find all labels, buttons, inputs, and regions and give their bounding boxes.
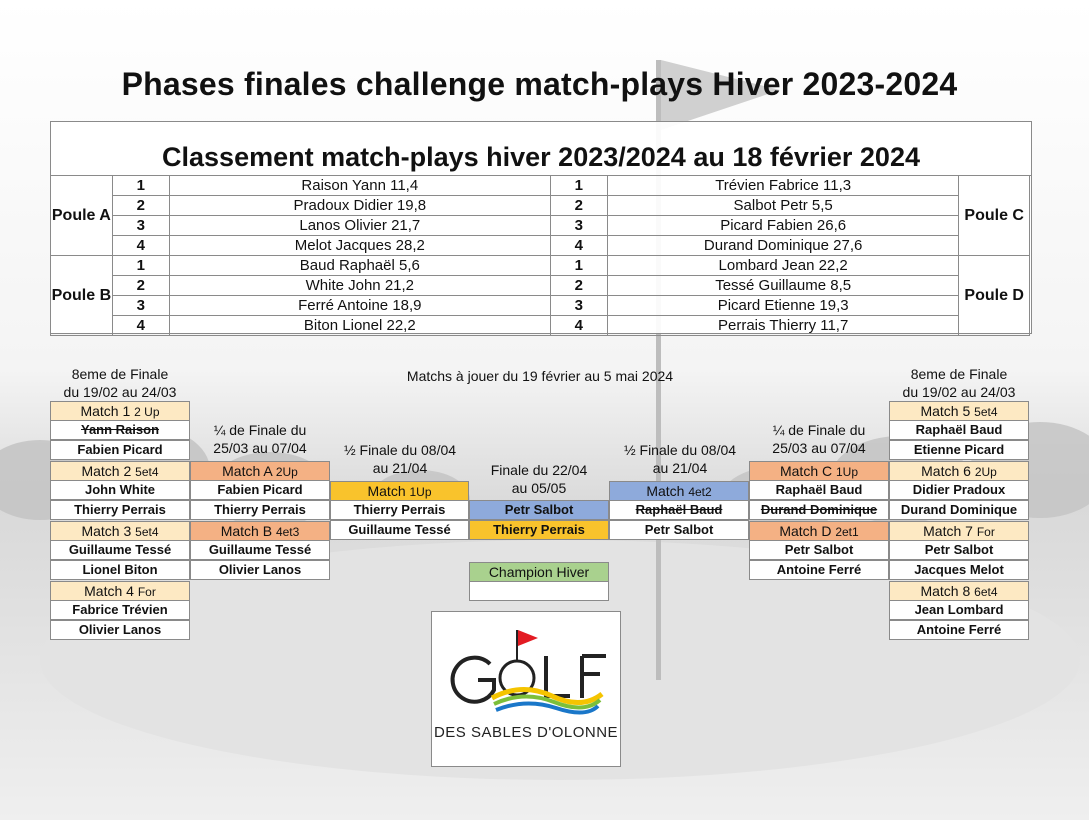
match-2-player-1: John White <box>50 480 190 500</box>
match-4-player-1: Fabrice Trévien <box>50 600 190 620</box>
match-2-player-2: Thierry Perrais <box>50 500 190 520</box>
match-1-header: Match 1 2 Up <box>50 401 190 421</box>
rank-number: 2 <box>112 196 169 216</box>
semi-right-player-1: Raphaël Baud <box>609 500 749 520</box>
ranking-title: Classement match-plays hiver 2023/2024 au 18 février 2024 <box>51 122 1031 176</box>
match-4-header: Match 4 For <box>50 581 190 601</box>
rank-number: 4 <box>112 236 169 256</box>
rank-number: 2 <box>112 276 169 296</box>
player-entry: White John 21,2 <box>169 276 550 296</box>
match-6-header: Match 6 2Up <box>889 461 1029 481</box>
player-entry: Trévien Fabrice 11,3 <box>607 176 958 196</box>
player-entry: Salbot Petr 5,5 <box>607 196 958 216</box>
player-entry: Biton Lionel 22,2 <box>169 316 550 336</box>
rank-number: 3 <box>550 216 607 236</box>
match-a-header: Match A 2Up <box>190 461 330 481</box>
match-1-player-2: Fabien Picard <box>50 440 190 460</box>
ranking-row <box>51 216 1030 236</box>
semi-right-player-2: Petr Salbot <box>609 520 749 540</box>
pool-c-label: Poule C <box>959 176 1030 256</box>
player-entry: Lombard Jean 22,2 <box>607 256 958 276</box>
pool-d-label: Poule D <box>959 256 1030 336</box>
player-entry: Raison Yann 11,4 <box>169 176 550 196</box>
champion-header: Champion Hiver <box>469 562 609 582</box>
semi-left-player-2: Guillaume Tessé <box>330 520 469 540</box>
ranking-table <box>50 121 1032 334</box>
ranking-row <box>51 276 1030 296</box>
player-entry: Picard Etienne 19,3 <box>607 296 958 316</box>
match-5-header: Match 5 5et4 <box>889 401 1029 421</box>
player-entry: Tessé Guillaume 8,5 <box>607 276 958 296</box>
schedule-note: Matchs à jouer du 19 février au 5 mai 2024 <box>406 368 674 384</box>
match-5-player-2: Etienne Picard <box>889 440 1029 460</box>
ranking-row <box>51 296 1030 316</box>
semi-final-right-header: ½ Finale du 08/04 au 21/04 <box>623 442 737 476</box>
quarter-final-right-header: ¼ de Finale du 25/03 au 07/04 <box>772 422 866 456</box>
player-entry: Pradoux Didier 19,8 <box>169 196 550 216</box>
match-d-player-1: Petr Salbot <box>749 540 889 560</box>
match-c-player-2: Durand Dominique <box>749 500 889 520</box>
match-d-header: Match D 2et1 <box>749 521 889 541</box>
match-b-header: Match B 4et3 <box>190 521 330 541</box>
final-player-2: Thierry Perrais <box>469 520 609 540</box>
quarter-final-left-header: ¼ de Finale du 25/03 au 07/04 <box>213 422 307 456</box>
golf-logo-icon <box>432 612 620 766</box>
final-header: Finale du 22/04 au 05/05 <box>490 462 588 496</box>
match-a-player-1: Fabien Picard <box>190 480 330 500</box>
player-entry: Perrais Thierry 11,7 <box>607 316 958 336</box>
match-6-player-1: Didier Pradoux <box>889 480 1029 500</box>
match-a-player-2: Thierry Perrais <box>190 500 330 520</box>
match-6-player-2: Durand Dominique <box>889 500 1029 520</box>
pool-b-label: Poule B <box>51 256 113 336</box>
rank-number: 1 <box>112 176 169 196</box>
semi-left-header: Match 1Up <box>330 481 469 501</box>
match-3-player-2: Lionel Biton <box>50 560 190 580</box>
player-entry: Durand Dominique 27,6 <box>607 236 958 256</box>
player-entry: Melot Jacques 28,2 <box>169 236 550 256</box>
champion-name <box>469 581 609 601</box>
match-7-player-2: Jacques Melot <box>889 560 1029 580</box>
ranking-row <box>51 176 1030 196</box>
round-of-16-left-header: 8eme de Finale du 19/02 au 24/03 <box>63 366 177 400</box>
player-entry: Picard Fabien 26,6 <box>607 216 958 236</box>
semi-right-header: Match 4et2 <box>609 481 749 501</box>
match-b-player-1: Guillaume Tessé <box>190 540 330 560</box>
match-7-player-1: Petr Salbot <box>889 540 1029 560</box>
rank-number: 3 <box>112 296 169 316</box>
semi-final-left-header: ½ Finale du 08/04 au 21/04 <box>343 442 457 476</box>
match-3-player-1: Guillaume Tessé <box>50 540 190 560</box>
match-8-header: Match 8 6et4 <box>889 581 1029 601</box>
rank-number: 2 <box>550 276 607 296</box>
match-2-header: Match 2 5et4 <box>50 461 190 481</box>
rank-number: 3 <box>550 296 607 316</box>
match-b-player-2: Olivier Lanos <box>190 560 330 580</box>
pool-a-label: Poule A <box>51 176 113 256</box>
semi-left-player-1: Thierry Perrais <box>330 500 469 520</box>
golf-club-logo <box>431 611 621 767</box>
rank-number: 4 <box>550 236 607 256</box>
rank-number: 1 <box>550 256 607 276</box>
rank-number: 4 <box>550 316 607 336</box>
rank-number: 4 <box>112 316 169 336</box>
logo-subtitle: DES SABLES D'OLONNE <box>433 724 619 741</box>
player-entry: Baud Raphaël 5,6 <box>169 256 550 276</box>
ranking-row <box>51 256 1030 276</box>
rank-number: 3 <box>112 216 169 236</box>
match-1-player-1: Yann Raison <box>50 420 190 440</box>
ranking-grid <box>50 175 1030 336</box>
rank-number: 1 <box>112 256 169 276</box>
ranking-row <box>51 236 1030 256</box>
match-3-header: Match 3 5et4 <box>50 521 190 541</box>
player-entry: Ferré Antoine 18,9 <box>169 296 550 316</box>
player-entry: Lanos Olivier 21,7 <box>169 216 550 236</box>
match-c-player-1: Raphaël Baud <box>749 480 889 500</box>
rank-number: 2 <box>550 196 607 216</box>
match-c-header: Match C 1Up <box>749 461 889 481</box>
match-d-player-2: Antoine Ferré <box>749 560 889 580</box>
final-player-1: Petr Salbot <box>469 500 609 520</box>
match-8-player-2: Antoine Ferré <box>889 620 1029 640</box>
round-of-16-right-header: 8eme de Finale du 19/02 au 24/03 <box>902 366 1016 400</box>
match-8-player-1: Jean Lombard <box>889 600 1029 620</box>
match-4-player-2: Olivier Lanos <box>50 620 190 640</box>
ranking-row <box>51 316 1030 336</box>
match-7-header: Match 7 For <box>889 521 1029 541</box>
ranking-row <box>51 196 1030 216</box>
match-5-player-1: Raphaël Baud <box>889 420 1029 440</box>
rank-number: 1 <box>550 176 607 196</box>
page-title: Phases finales challenge match-plays Hiver 2023-2024 <box>121 66 958 102</box>
